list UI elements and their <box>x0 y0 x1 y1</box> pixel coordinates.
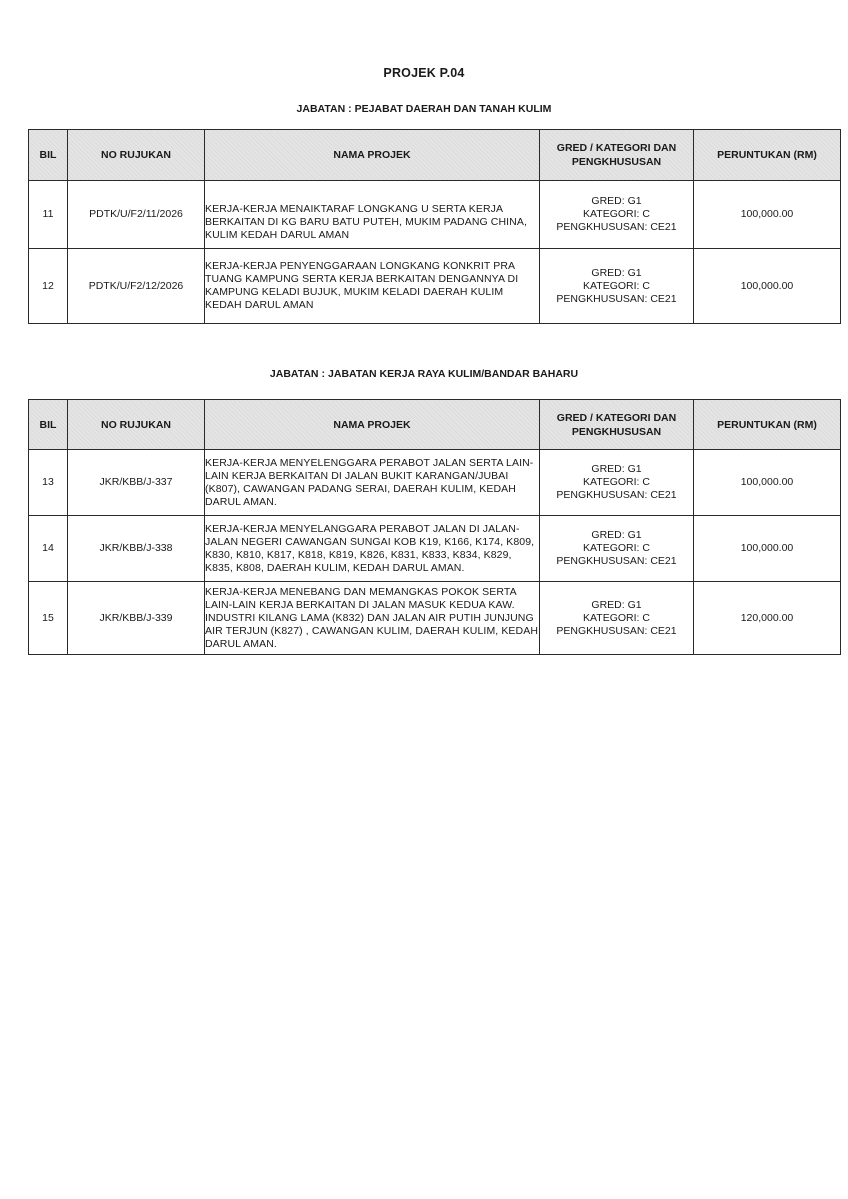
column-header-gred: GRED / KATEGORI DAN PENGKHUSUSAN <box>540 130 694 181</box>
gred-text: GRED: G1 <box>591 463 642 475</box>
cell-peruntukan: 100,000.00 <box>694 450 841 516</box>
department-heading <box>0 103 848 115</box>
pengkhususan-text: PENGKHUSUSAN: CE21 <box>556 489 677 501</box>
cell-no-rujukan: PDTK/U/F2/12/2026 <box>68 249 205 324</box>
table-row <box>29 450 841 516</box>
cell-nama-projek: KERJA-KERJA MENYELANGGARA PERABOT JALAN DI JALAN-JALAN NEGERI CAWANGAN SUNGAI KOB K19, K166, K174, K809, K830, K810, K817, K818, K819, K826, K831, K833, K834, K829, K835, K808, DAERAH KULIM, KEDAH DARUL AMAN. <box>205 516 540 582</box>
cell-bil: 15 <box>29 582 68 655</box>
cell-gred <box>540 516 694 582</box>
department-colon: : <box>321 368 326 380</box>
cell-nama-projek: KERJA-KERJA PENYENGGARAAN LONGKANG KONKRIT PRA TUANG KAMPUNG SERTA KERJA BERKAITAN DENGANNYA DI KAMPUNG KELADI BUJUK, MUKIM KELADI DAERAH KULIM KEDAH DARUL AMAN <box>205 249 540 324</box>
cell-gred <box>540 249 694 324</box>
column-header-no-rujukan: NO RUJUKAN <box>68 400 205 450</box>
pengkhususan-text: PENGKHUSUSAN: CE21 <box>556 292 677 305</box>
department-label: JABATAN <box>269 368 319 380</box>
cell-no-rujukan: JKR/KBB/J-338 <box>68 516 205 582</box>
table-header-row <box>29 400 841 450</box>
kategori-text: KATEGORI: C <box>583 542 650 554</box>
pengkhususan-text: PENGKHUSUSAN: CE21 <box>556 555 677 567</box>
cell-gred <box>540 450 694 516</box>
cell-gred <box>540 181 694 249</box>
projects-table <box>28 399 841 655</box>
cell-peruntukan: 100,000.00 <box>694 516 841 582</box>
cell-no-rujukan: JKR/KBB/J-339 <box>68 582 205 655</box>
column-header-no-rujukan: NO RUJUKAN <box>68 130 205 181</box>
kategori-text: KATEGORI: C <box>583 611 650 624</box>
table-row <box>29 582 841 655</box>
table-row <box>29 249 841 324</box>
table-header-row <box>29 130 841 181</box>
cell-no-rujukan: JKR/KBB/J-337 <box>68 450 205 516</box>
table-row <box>29 181 841 249</box>
kategori-text: KATEGORI: C <box>583 208 650 220</box>
cell-bil: 11 <box>29 181 68 249</box>
cell-peruntukan: 120,000.00 <box>694 582 841 655</box>
kategori-text: KATEGORI: C <box>583 476 650 488</box>
gred-text: GRED: G1 <box>591 195 642 207</box>
pengkhususan-text: PENGKHUSUSAN: CE21 <box>556 624 677 637</box>
page-title: PROJEK P.04 <box>383 66 465 80</box>
gred-text: GRED: G1 <box>591 529 642 541</box>
cell-peruntukan: 100,000.00 <box>694 249 841 324</box>
column-header-bil: BIL <box>29 400 68 450</box>
cell-peruntukan: 100,000.00 <box>694 181 841 249</box>
kategori-text: KATEGORI: C <box>583 279 650 292</box>
column-header-gred: GRED / KATEGORI DAN PENGKHUSUSAN <box>540 400 694 450</box>
cell-bil: 12 <box>29 249 68 324</box>
department-colon: : <box>348 103 352 115</box>
gred-text: GRED: G1 <box>591 266 642 279</box>
table-row <box>29 516 841 582</box>
department-label: JABATAN <box>296 103 346 115</box>
department-name: PEJABAT DAERAH DAN TANAH KULIM <box>354 103 552 115</box>
cell-nama-projek: KERJA-KERJA MENAIKTARAF LONGKANG U SERTA KERJA BERKAITAN DI KG BARU BATU PUTEH, MUKIM PADANG CHINA, KULIM KEDAH DARUL AMAN <box>205 181 540 249</box>
gred-text: GRED: G1 <box>591 598 642 611</box>
column-header-peruntukan: PERUNTUKAN (RM) <box>694 130 841 181</box>
pengkhususan-text: PENGKHUSUSAN: CE21 <box>556 221 677 233</box>
cell-no-rujukan: PDTK/U/F2/11/2026 <box>68 181 205 249</box>
projects-table <box>28 129 841 324</box>
column-header-nama-projek: NAMA PROJEK <box>205 130 540 181</box>
column-header-bil: BIL <box>29 130 68 181</box>
cell-bil: 14 <box>29 516 68 582</box>
column-header-nama-projek: NAMA PROJEK <box>205 400 540 450</box>
department-heading <box>0 368 848 380</box>
cell-gred <box>540 582 694 655</box>
department-name: JABATAN KERJA RAYA KULIM/BANDAR BAHARU <box>328 368 579 380</box>
cell-bil: 13 <box>29 450 68 516</box>
cell-nama-projek: KERJA-KERJA MENEBANG DAN MEMANGKAS POKOK SERTA LAIN-LAIN KERJA BERKAITAN DI JALAN MASUK KEDUA KAW. INDUSTRI KILANG LAMA (K832) DAN JALAN AIR PUTIH JUNJUNG AIR TERJUN (K827) , CAWANGAN KULIM, DAERAH KULIM, KEDAH DARUL AMAN. <box>205 582 540 655</box>
cell-nama-projek: KERJA-KERJA MENYELENGGARA PERABOT JALAN SERTA LAIN-LAIN KERJA BERKAITAN DI JALAN BUKIT KARANGAN/JUBAI (K807), CAWANGAN PADANG SERAI, DAERAH KULIM, KEDAH DARUL AMAN. <box>205 450 540 516</box>
column-header-peruntukan: PERUNTUKAN (RM) <box>694 400 841 450</box>
